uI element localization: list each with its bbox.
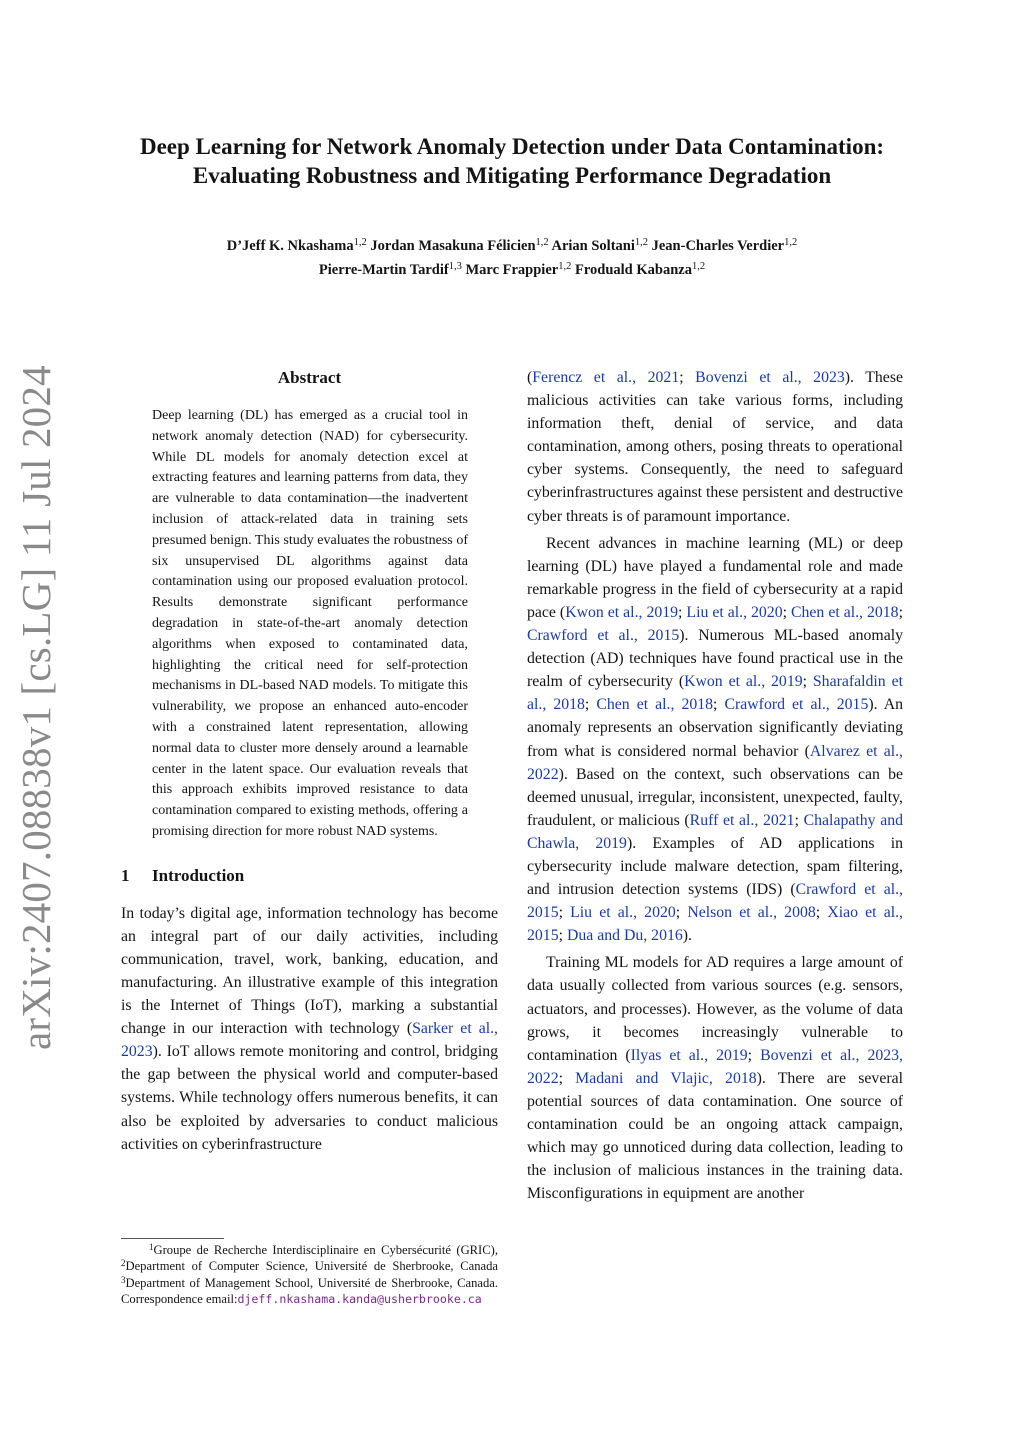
section-title: Introduction <box>152 865 245 885</box>
affiliation-marker: 1,3 <box>448 261 462 272</box>
arxiv-identifier: arXiv:2407.08838v1 [cs.LG] 11 Jul 2024 <box>13 365 59 1050</box>
citation-link[interactable]: Ilyas et al., 2019 <box>630 1046 748 1064</box>
affiliation-marker: 1,2 <box>634 237 648 248</box>
citation-link[interactable]: Kwon et al., 2019 <box>684 673 803 691</box>
citation-link[interactable]: Crawford et al., 2015 <box>724 696 869 714</box>
citation-link[interactable]: Liu et al., 2020 <box>570 904 676 922</box>
author-6: Marc Frappier$^{1,2}$ <box>465 261 572 278</box>
author-list <box>100 234 924 282</box>
correspondence-email-link[interactable]: djeff.nkashama.kanda@usherbrooke.ca <box>237 1292 482 1307</box>
affiliation-marker: 1,2 <box>784 237 798 248</box>
citation-link[interactable]: Bovenzi et al., 2023 <box>695 369 845 386</box>
citation-link[interactable]: Dua and Du, 2016 <box>566 927 683 945</box>
citation-link[interactable]: Crawford et al., 2015 <box>527 627 680 645</box>
abstract-text: Deep learning (DL) has emerged as a crucial tool in network anomaly detection (NAD) for cybersecurity. While DL models for anomaly detection excel at extracting features and learning patterns from data, they are vulnerable to data contamination—the inadvertent inclusion of attack-related data in training sets presumed benign. This study evaluates the robustness of six unsupervised DL algorithms against data contamination using our proposed evaluation protocol. Results demonstrate significant performance degradation in state-of-the-art anomaly detection algorithms when exposed to contaminated data, highlighting the critical need for self-protection mechanisms in DL-based NAD models. To mitigate this vulnerability, we propose an enhanced auto-encoder with a constrained latent representation, allowing normal data to cluster more densely around a learnable center in the latent space. Our evaluation reveals that this approach exhibits improved resistance to data contamination compared to existing methods, offering a promising direction for more robust NAD systems. <box>152 408 468 839</box>
affiliation-marker: 1,2 <box>535 237 549 248</box>
affiliation-marker: 1,2 <box>558 261 572 272</box>
citation-link[interactable]: Chen et al., 2018 <box>596 696 714 714</box>
citation-link[interactable]: Xiao et al., 2015 <box>527 904 903 945</box>
intro-paragraph-3: Training ML models for AD requires a large amount of data usually collected from various sources (e.g. sensors, actuators, and processes). However, as the volume of data grows, it becomes increasingly vulnerable to contamination (Ilyas et al., 2019; Bovenzi et al., 2023, 2022; Madani and Vlajic, 2018). There are several potential sources of data contamination. One source of contamination could be an ongoing attack campaign, which may go unnoticed during data collection, leading to the inclusion of malicious instances in the training data. Misconfigurations in equipment are another <box>527 954 903 1203</box>
citation-link[interactable]: Chalapathy and Chawla, 2019 <box>527 811 904 852</box>
author-4: Jean-Charles Verdier$^{1,2}$ <box>651 237 798 254</box>
author-2: Jordan Masakuna Félicien$^{1,2}$ <box>370 237 549 254</box>
citation-link[interactable]: Crawford et al., 2015 <box>527 881 903 922</box>
section-number: 1 <box>121 865 130 885</box>
affiliation-marker: 1,2 <box>691 261 706 272</box>
section-heading-introduction <box>121 864 498 888</box>
paper-title-line-2: Evaluating Robustness and Mitigating Performance Degradation <box>192 163 832 188</box>
paper-title-line-1: Deep Learning for Network Anomaly Detection under Data Contamination: <box>139 134 885 159</box>
left-column <box>121 366 498 1156</box>
citation-link[interactable]: Sharafaldin et al., 2018 <box>527 673 903 714</box>
citation-link[interactable]: Ruff et al., 2021 <box>689 811 795 829</box>
abstract-heading: Abstract <box>277 368 342 387</box>
intro-paragraph-1-continued: (Ferencz et al., 2021; Bovenzi et al., 2023). These malicious activities can take various forms, including information theft, denial of service, and data contamination, among others, posing threats to operational cyber systems. Consequently, the need to safeguard cyberinfrastructures against these persistent and destructive cyber threats is of paramount importance. <box>527 369 903 525</box>
affiliation-marker: 1,2 <box>353 237 367 248</box>
affiliations-footnote: $^1$Groupe de Recherche Interdisciplinaire en Cybersécurité (GRIC), $^2$Department of Computer Science, Université de Sherbrooke, Canada $^3$Department of Management School, Université de Sherbrooke, Canada. Correspondence email:djeff.nkashama.kanda@usherbrooke.ca <box>121 1242 498 1307</box>
citation-link[interactable]: Chen et al., 2018 <box>790 603 899 621</box>
author-5: Pierre-Martin Tardif$^{1,3}$ <box>318 261 462 278</box>
author-3: Arian Soltani$^{1,2}$ <box>551 237 648 254</box>
footnote-rule <box>121 1238 224 1239</box>
citation-link[interactable]: Sarker et al., 2023 <box>121 1020 498 1061</box>
author-1: D’Jeff K. Nkashama$^{1,2}$ <box>226 237 367 254</box>
right-column <box>527 366 903 1205</box>
paper-title <box>100 132 924 190</box>
citation-link[interactable]: Ferencz et al., 2021 <box>532 369 680 386</box>
author-7: Froduald Kabanza$^{1,2}$ <box>574 261 706 278</box>
citation-link[interactable]: Kwon et al., 2019 <box>565 603 679 621</box>
intro-paragraph-2: Recent advances in machine learning (ML) or deep learning (DL) have played a fundamental role and made remarkable progress in the field of cybersecurity at a rapid pace (Kwon et al., 2019; Liu et al., 2020; Chen et al., 2018; Crawford et al., 2015). Numerous ML-based anomaly detection (AD) techniques have found practical use in the realm of cybersecurity (Kwon et al., 2019; Sharafaldin et al., 2018; Chen et al., 2018; Crawford et al., 2015). An anomaly represents an observation significantly deviating from what is considered normal behavior (Alvarez et al., 2022). Based on the context, such observations can be deemed unusual, irregular, inconsistent, unexpected, faulty, fraudulent, or malicious (Ruff et al., 2021; Chalapathy and Chawla, 2019). Examples of AD applications in cybersecurity include malware detection, spam filtering, and intrusion detection systems (IDS) (Crawford et al., 2015; Liu et al., 2020; Nelson et al., 2008; Xiao et al., 2015; Dua and Du, 2016). <box>527 534 904 945</box>
citation-link[interactable]: Bovenzi et al., 2023, 2022 <box>527 1046 903 1087</box>
citation-link[interactable]: Liu et al., 2020 <box>686 603 783 621</box>
footnote <box>121 1238 498 1308</box>
intro-paragraph-1: In today’s digital age, information technology has become an integral part of our daily activities, including communication, travel, work, banking, education, and manufacturing. An illustrative example of this integration is the Internet of Things (IoT), marking a substantial change in our interaction with technology (Sarker et al., 2023). IoT allows remote monitoring and control, bridging the gap between the physical world and computer-based systems. While technology offers numerous benefits, it can also be exploited by adversaries to conduct malicious activities on cyberinfrastructure <box>121 904 498 1153</box>
citation-link[interactable]: Alvarez et al., 2022 <box>527 742 903 783</box>
citation-link[interactable]: Nelson et al., 2008 <box>687 904 816 922</box>
citation-link[interactable]: Madani and Vlajic, 2018 <box>575 1069 757 1087</box>
